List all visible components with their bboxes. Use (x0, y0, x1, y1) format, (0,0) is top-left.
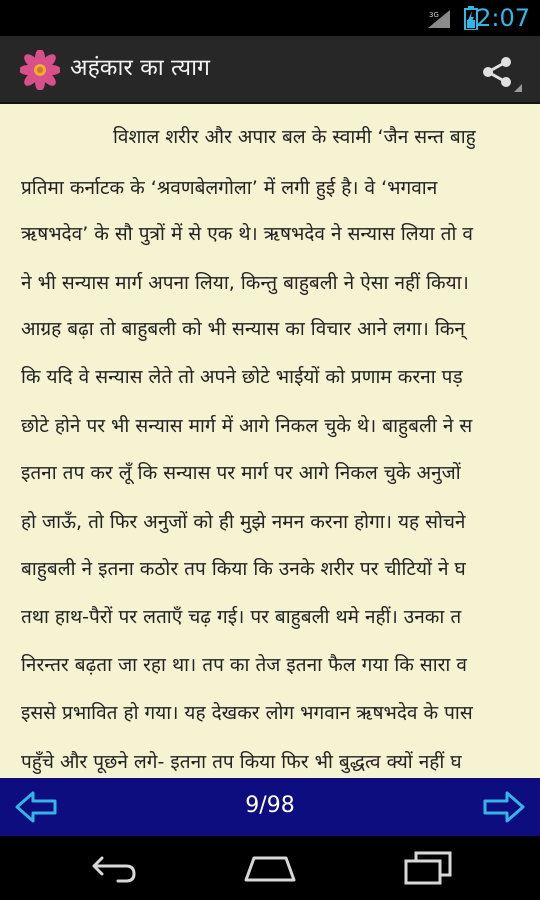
text-line: आग्रह बढ़ा तो बाहुबली को भी सन्यास का विचार आने लगा। किन् (21, 318, 465, 340)
share-icon[interactable] (478, 52, 522, 92)
text-line: हो जाऊँ, तो फिर अनुजों को ही मुझे नमन करना होगा। यह सोचने (21, 511, 466, 533)
action-bar (0, 36, 540, 104)
text-line: पहुँचे और पूछने लगे- इतना तप किया फिर भी बुद्धत्व क्यों नहीं घ (21, 751, 462, 773)
page-title: अहंकार का त्याग (70, 55, 210, 81)
text-line: तथा हाथ-पैरों पर लताएँ चढ़ गई। पर बाहुबली थमे नहीं। उनका त (21, 606, 462, 628)
text-line: प्रतिमा कर्नाटक के ‘श्रवणबेलगोला’ में लगी हुई है। वे ‘भगवान (21, 177, 438, 199)
text-line: ऋषभदेव’ के सौ पुत्रों में से एक थे। ऋषभदेव ने सन्यास लिया तो व (21, 223, 473, 245)
text-line: ने भी सन्यास मार्ग अपना लिया, किन्तु बाहुबली ने ऐसा नहीं किया। (21, 272, 469, 294)
status-bar (0, 0, 540, 36)
page-indicator: 9/98 (245, 793, 295, 818)
text-line: इतना तप कर लूँ कि सन्यास पर मार्ग पर आगे निकल चुके अनुजों (21, 462, 461, 484)
text-line: बाहुबली ने इतना कठोर तप किया कि उनके शरीर पर चीटियों ने घ (21, 558, 466, 580)
clock: 2:07 (476, 4, 530, 32)
text-line: छोटे होने पर भी सन्यास मार्ग में आगे निकल चुके थे। बाहुबली ने स (21, 415, 473, 437)
text-line: विशाल शरीर और अपार बल के स्वामी ‘जैन सन्त बाहु (113, 126, 476, 148)
reading-content (0, 104, 540, 778)
recent-apps-icon[interactable] (402, 850, 454, 886)
pager-bar (0, 778, 540, 836)
signal-icon (428, 10, 450, 28)
system-nav-bar (0, 836, 540, 900)
text-line: कि यदि वे सन्यास लेते तो अपने छोटे भाईयों को प्रणाम करना पड़ (21, 366, 463, 388)
text-line: इससे प्रभावित हो गया। यह देखकर लोग भगवान ऋषभदेव के पास (21, 702, 473, 724)
arrow-right-icon[interactable] (482, 790, 526, 824)
text-line: निरन्तर बढ़ता जा रहा था। तप का तेज इतना फैल गया कि सारा व (21, 654, 467, 676)
flower-icon (20, 50, 60, 90)
network-type-label: 3G (429, 11, 439, 19)
back-icon[interactable] (88, 854, 138, 884)
home-icon[interactable] (244, 854, 296, 884)
